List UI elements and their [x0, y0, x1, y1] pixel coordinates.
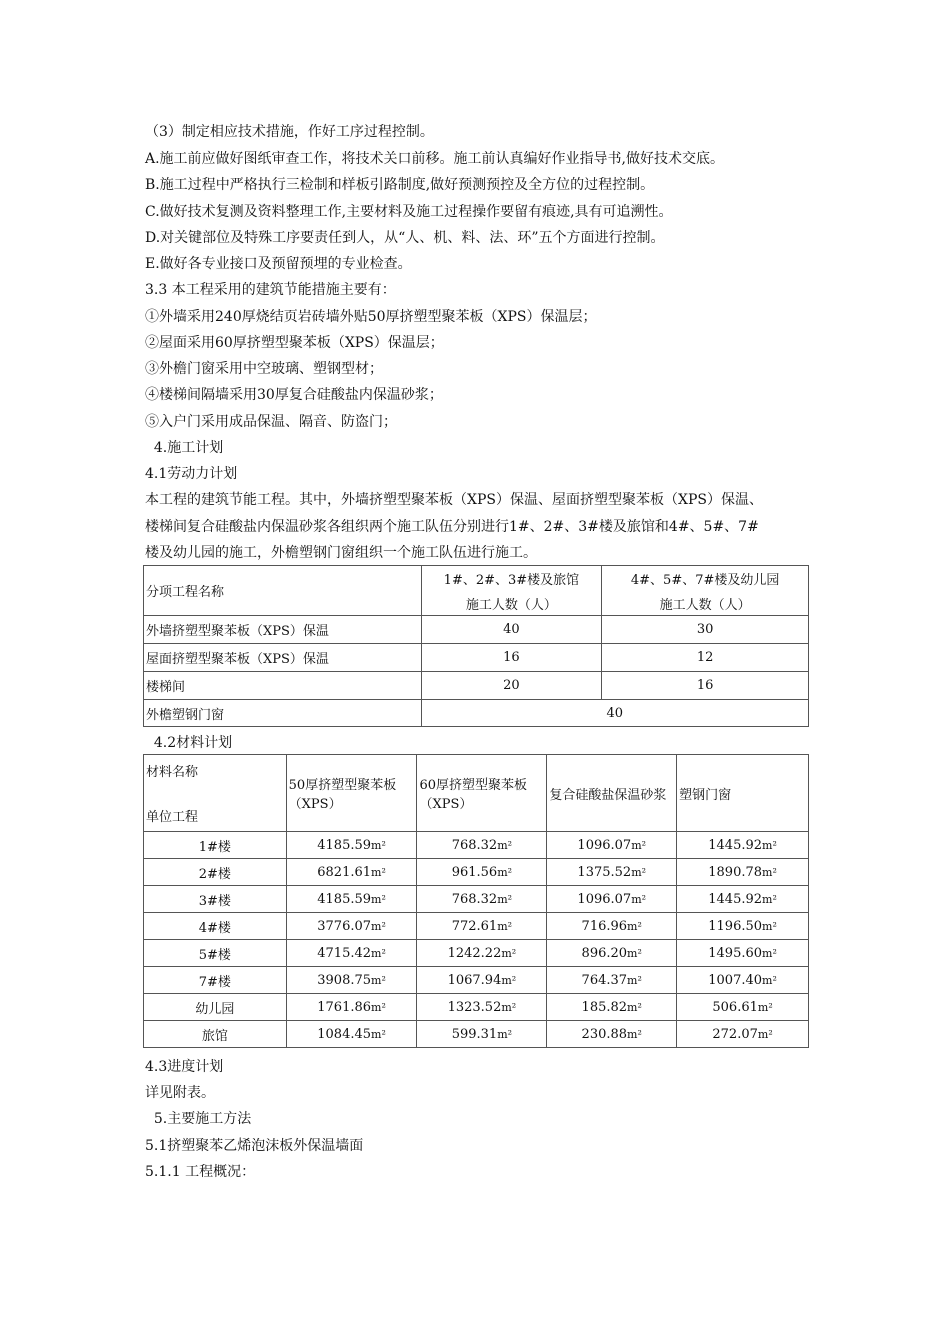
cell-value: 506.61 [712, 999, 758, 1015]
header-cell: 4#、5#、7#楼及幼儿园 施工人数（人） [602, 566, 809, 616]
table-cell: 12 [602, 644, 809, 672]
paragraph-line: （3）制定相应技术措施，作好工序过程控制。 [145, 124, 434, 140]
cell-value: 1375.52 [577, 864, 632, 880]
cell-value: 4715.42 [317, 945, 372, 961]
unit-label: m² [627, 946, 642, 960]
cell-value: 764.37 [581, 972, 628, 988]
cell-value: 1096.07 [577, 837, 632, 853]
unit-label: m² [762, 892, 777, 906]
section-heading: 4.1劳动力计划 [145, 466, 238, 482]
unit-label: m² [497, 838, 513, 852]
table-cell: 外墙挤塑型聚苯板（XPS）保温 [144, 616, 422, 644]
section-heading: 5.主要施工方法 [145, 1111, 252, 1127]
section-heading: 3.3 本工程采用的建筑节能措施主要有： [145, 282, 396, 298]
unit-label: m² [497, 892, 513, 906]
table-cell [417, 1021, 547, 1048]
table-cell [547, 1021, 677, 1048]
table-cell [417, 859, 547, 886]
section-heading: 4.施工计划 [145, 440, 224, 456]
table-cell [417, 832, 547, 859]
unit-label: m² [497, 1027, 513, 1041]
list-item: ①外墙采用240厚烧结页岩砖墙外贴50厚挤塑型聚苯板（XPS）保温层； [145, 309, 597, 325]
paragraph-line: A.施工前应做好图纸审查工作，将技术关口前移。施工前认真编好作业指导书,做好技术交底。 [145, 151, 725, 167]
table-cell [417, 886, 547, 913]
paragraph-line: 本工程的建筑节能工程。其中，外墙挤塑型聚苯板（XPS）保温、屋面挤塑型聚苯板（XPS）保温、 [145, 492, 763, 508]
unit-label: m² [762, 865, 777, 879]
list-item: ⑤入户门采用成品保温、隔音、防盗门； [145, 414, 397, 430]
table-cell [547, 886, 677, 913]
paragraph-line: 楼梯间复合硅酸盐内保温砂浆各组织两个施工队伍分别进行1#、2#、3#楼及旅馆和4#、5#、7# [145, 519, 759, 535]
cell-value: 1096.07 [577, 891, 632, 907]
table-cell: 4#楼 [144, 913, 287, 940]
cell-value: 1196.50 [708, 918, 763, 934]
table-cell [677, 832, 809, 859]
cell-value: 4185.59 [317, 891, 372, 907]
table-cell [286, 859, 417, 886]
paragraph-line: C.做好技术复测及资料整理工作,主要材料及施工过程操作要留有痕迹,具有可追溯性。 [145, 204, 673, 220]
header-cell: 材料名称 单位工程 [144, 755, 287, 832]
labor-plan-table [143, 565, 809, 727]
unit-label: m² [631, 838, 647, 852]
table-cell [677, 913, 809, 940]
section-heading: 4.3进度计划 [145, 1059, 224, 1075]
table-cell [547, 859, 677, 886]
unit-label: m² [631, 892, 647, 906]
unit-label: m² [627, 919, 642, 933]
table-cell: 1#楼 [144, 832, 287, 859]
table-cell: 40 [421, 700, 808, 727]
unit-label: m² [497, 919, 513, 933]
table-cell: 幼儿园 [144, 994, 287, 1021]
header-cell: 塑钢门窗 [677, 755, 809, 832]
table-cell: 旅馆 [144, 1021, 287, 1048]
cell-value: 1084.45 [317, 1026, 372, 1042]
cell-value: 1067.94 [447, 972, 502, 988]
table-row [144, 940, 809, 967]
unit-label: m² [631, 865, 647, 879]
table-row [144, 700, 809, 727]
table-cell [286, 994, 417, 1021]
paragraph-line: E.做好各专业接口及预留预埋的专业检查。 [145, 256, 412, 272]
table-row [144, 1021, 809, 1048]
unit-label: m² [501, 973, 517, 987]
material-plan-table [143, 754, 809, 1048]
table-row [144, 644, 809, 672]
cell-value: 4185.59 [317, 837, 372, 853]
unit-label: m² [371, 892, 386, 906]
unit-label: m² [371, 865, 386, 879]
list-item: ④楼梯间隔墙采用30厚复合硅酸盐内保温砂浆； [145, 387, 443, 403]
cell-value: 1495.60 [708, 945, 763, 961]
table-cell: 7#楼 [144, 967, 287, 994]
cell-value: 1445.92 [708, 891, 763, 907]
cell-value: 230.88 [581, 1026, 628, 1042]
unit-label: m² [762, 973, 777, 987]
unit-label: m² [627, 1000, 642, 1014]
unit-label: m² [501, 946, 517, 960]
table-cell: 30 [602, 616, 809, 644]
table-row [144, 994, 809, 1021]
table-row [144, 967, 809, 994]
table-cell [286, 1021, 417, 1048]
cell-value: 1323.52 [447, 999, 502, 1015]
cell-value: 896.20 [581, 945, 628, 961]
table-cell: 16 [421, 644, 602, 672]
unit-label: m² [497, 865, 513, 879]
table-cell [417, 967, 547, 994]
table-cell [547, 994, 677, 1021]
paragraph-line: 详见附表。 [145, 1085, 215, 1101]
cell-value: 185.82 [581, 999, 628, 1015]
unit-label: m² [757, 1000, 773, 1014]
table-row [144, 616, 809, 644]
cell-value: 3908.75 [317, 972, 372, 988]
unit-label: m² [371, 973, 386, 987]
table-row [144, 913, 809, 940]
table-cell [286, 913, 417, 940]
list-item: ②屋面采用60厚挤塑型聚苯板（XPS）保温层； [145, 335, 444, 351]
table-cell: 40 [421, 616, 602, 644]
unit-label: m² [371, 919, 386, 933]
table-cell: 16 [602, 672, 809, 700]
unit-label: m² [757, 1027, 773, 1041]
table-cell: 外檐塑钢门窗 [144, 700, 422, 727]
cell-value: 768.32 [451, 837, 498, 853]
table-cell [417, 994, 547, 1021]
paragraph-line: 楼及幼儿园的施工，外檐塑钢门窗组织一个施工队伍进行施工。 [145, 545, 537, 561]
unit-label: m² [627, 973, 642, 987]
table-cell [677, 967, 809, 994]
cell-value: 1890.78 [708, 864, 763, 880]
table-cell [417, 913, 547, 940]
header-cell: 1#、2#、3#楼及旅馆 施工人数（人） [421, 566, 602, 616]
table-cell: 5#楼 [144, 940, 287, 967]
table-cell: 楼梯间 [144, 672, 422, 700]
table-cell [677, 886, 809, 913]
table-cell [547, 940, 677, 967]
table-row [144, 832, 809, 859]
unit-label: m² [627, 1027, 642, 1041]
table-cell [286, 967, 417, 994]
table-cell [547, 913, 677, 940]
table-cell [677, 994, 809, 1021]
cell-value: 6821.61 [317, 864, 372, 880]
table-row [144, 672, 809, 700]
cell-value: 716.96 [581, 918, 628, 934]
table-cell [417, 940, 547, 967]
section-heading: 5.1挤塑聚苯乙烯泡沫板外保温墙面 [145, 1138, 364, 1154]
table-cell [677, 1021, 809, 1048]
cell-value: 3776.07 [317, 918, 372, 934]
table-cell [286, 940, 417, 967]
cell-value: 961.56 [451, 864, 498, 880]
table-cell: 3#楼 [144, 886, 287, 913]
table-cell: 屋面挤塑型聚苯板（XPS）保温 [144, 644, 422, 672]
cell-value: 1761.86 [317, 999, 372, 1015]
table-cell [677, 940, 809, 967]
table-cell [547, 967, 677, 994]
header-cell: 50厚挤塑型聚苯板（XPS） [286, 755, 417, 832]
unit-label: m² [762, 919, 777, 933]
cell-value: 1445.92 [708, 837, 763, 853]
header-cell: 60厚挤塑型聚苯板（XPS） [417, 755, 547, 832]
unit-label: m² [371, 1027, 386, 1041]
table-cell: 20 [421, 672, 602, 700]
cell-value: 1242.22 [447, 945, 502, 961]
cell-value: 599.31 [451, 1026, 498, 1042]
header-cell: 复合硅酸盐保温砂浆 [547, 755, 677, 832]
table-cell [286, 832, 417, 859]
unit-label: m² [762, 838, 777, 852]
cell-value: 272.07 [712, 1026, 758, 1042]
unit-label: m² [501, 1000, 517, 1014]
table-cell [677, 859, 809, 886]
list-item: ③外檐门窗采用中空玻璃、塑钢型材； [145, 361, 383, 377]
cell-value: 772.61 [451, 918, 498, 934]
table-row [144, 886, 809, 913]
paragraph-line: B.施工过程中严格执行三检制和样板引路制度,做好预测预控及全方位的过程控制。 [145, 177, 655, 193]
unit-label: m² [371, 838, 386, 852]
section-heading: 4.2材料计划 [145, 735, 233, 751]
unit-label: m² [762, 946, 777, 960]
table-cell: 2#楼 [144, 859, 287, 886]
cell-value: 1007.40 [708, 972, 763, 988]
table-cell [286, 886, 417, 913]
cell-value: 768.32 [451, 891, 498, 907]
unit-label: m² [371, 946, 386, 960]
table-row [144, 859, 809, 886]
paragraph-line: D.对关键部位及特殊工序要责任到人，从“人、机、料、法、环”五个方面进行控制。 [145, 230, 665, 246]
header-cell: 分项工程名称 [144, 566, 422, 616]
section-heading: 5.1.1 工程概况： [145, 1164, 256, 1180]
unit-label: m² [371, 1000, 386, 1014]
table-cell [547, 832, 677, 859]
